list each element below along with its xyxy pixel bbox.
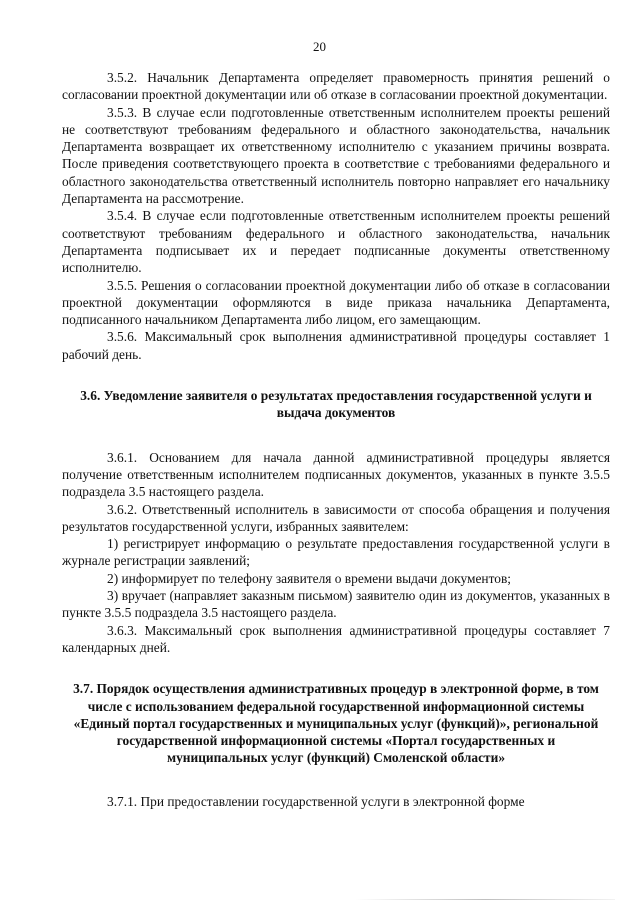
page-number: 20 bbox=[313, 39, 326, 54]
paragraph-3-7-1: 3.7.1. При предоставлении государственной услуги в электронной форме bbox=[107, 793, 525, 809]
paragraph-3-5-5: 3.5.5. Решения о согласовании проектной документации либо об отказе в согласовании проектной документации оформляются в виде приказа начальника Департамента, подписанного начальником Департамента либо лицом, его замещающим. bbox=[62, 277, 610, 328]
paragraph-3-5-2: 3.5.2. Начальник Департамента определяет правомерность принятия решений о согласовании проектной документации или об отказе в согласовании проектной документации. bbox=[62, 70, 610, 103]
section-heading-3-6: 3.6. Уведомление заявителя о результатах предоставления государственной услуги и выдача документов bbox=[80, 388, 592, 421]
list-item-2: 2) информирует по телефону заявителя о времени выдачи документов; bbox=[107, 570, 511, 586]
document-body bbox=[62, 69, 610, 810]
paragraph-3-6-2: 3.6.2. Ответственный исполнитель в зависимости от способа обращения и получения результатов государственной услуги, избранных заявителем: bbox=[62, 501, 610, 534]
paragraph-3-6-1: 3.6.1. Основанием для начала данной административной процедуры является получение ответственным исполнителем подписанных документов, указанных в пункте 3.5.5 подраздела 3.5 настоящего раздела. bbox=[62, 449, 610, 500]
paragraph-3-5-4: 3.5.4. В случае если подготовленные ответственным исполнителем проекты решений соответствуют требованиям федерального и областного законодательства, начальник Департамента подписывает их и передает подписанные документы ответственному исполнителю. bbox=[62, 208, 610, 276]
paragraph-3-5-3: 3.5.3. В случае если подготовленные ответственным исполнителем проекты решений не соответствуют требованиям федерального и областного законодательства, начальник Департамента возвращает их ответственному исполнителю с указанием причины возврата. После приведения соответствующего проекта в соответствие с требованиями федерального и областного законодательства ответственный исполнитель повторно направляет его начальнику Департамента на рассмотрение. bbox=[62, 104, 610, 207]
scan-artifact-line bbox=[355, 899, 615, 900]
paragraph-3-5-6: 3.5.6. Максимальный срок выполнения административной процедуры составляет 1 рабочий день. bbox=[62, 329, 610, 362]
paragraph-3-6-3: 3.6.3. Максимальный срок выполнения административной процедуры составляет 7 календарных дней. bbox=[62, 622, 610, 655]
list-item-1: 1) регистрирует информацию о результате предоставления государственной услуги в журнале регистрации заявлений; bbox=[62, 536, 610, 569]
list-item-3: 3) вручает (направляет заказным письмом) заявителю один из документов, указанных в пункте 3.5.5 подраздела 3.5 настоящего раздела. bbox=[62, 588, 610, 621]
section-heading-3-7: 3.7. Порядок осуществления административных процедур в электронной форме, в том числе с использованием федеральной государственной информационной системы «Единый портал государственных и муниципальных услуг (функций)», региональной государственной информационной системы «Портал государственных и муниципальных услуг (функций) Смоленской области» bbox=[73, 681, 599, 766]
